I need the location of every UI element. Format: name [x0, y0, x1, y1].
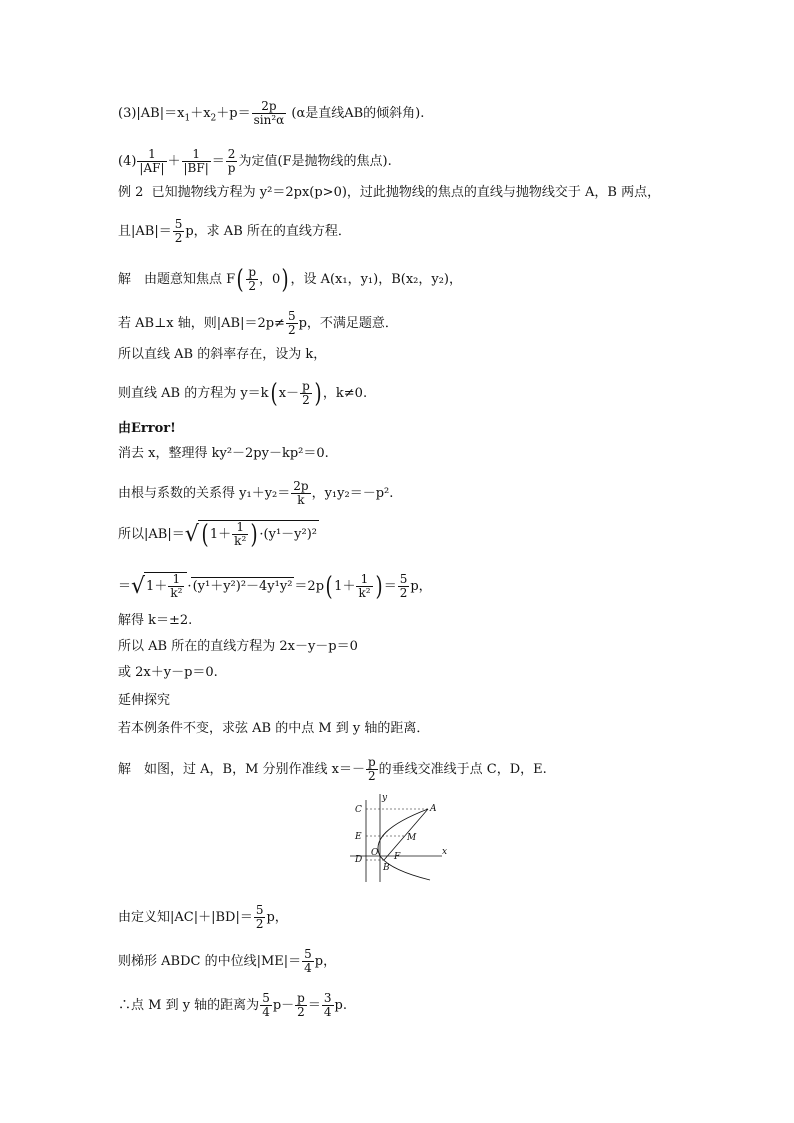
- formula-item-3: $(3)|AB|=x_1+x_2+p=$ $\frac{2p}{\text{sin²α}}$ (α是直线AB的倾斜角).: [118, 99, 425, 127]
- figure-label: C: [355, 805, 362, 815]
- solution-line-6: 消去 x，整理得 ky²－2py－kp²＝0.: [118, 446, 329, 461]
- solution-line-12: 或 2x＋y－p＝0.: [118, 665, 218, 680]
- fraction: $\frac{2p}{\text{sin²α}}$: [253, 99, 285, 127]
- extension-question: 若本例条件不变，求弦 AB 的中点 M 到 y 轴的距离．: [118, 721, 430, 736]
- example-2-line-2: 且|AB|＝ $\frac{5}{2}$ p，求 AB 所在的直线方程．: [118, 217, 351, 245]
- solution-line-7: 由根与系数的关系得 y₁＋y₂＝ $\frac{2p}{k}$ ，y₁y₂＝－p².: [118, 479, 394, 507]
- extension-title: 延伸探究: [118, 693, 171, 708]
- solution-line-5: 由Error!: [118, 421, 176, 436]
- figure-label: B: [383, 863, 390, 873]
- parabola-figure: [348, 792, 448, 884]
- figure-label: A: [430, 804, 437, 814]
- figure-label: M: [407, 833, 417, 843]
- extension-solution-1: 解 如图，过 A，B，M 分别作准线 x＝－ $\frac{p}{2}$ 的垂线交准线于点 C，D，E.: [118, 755, 547, 783]
- extension-solution-3: 则梯形 ABDC 的中位线|ME|＝ $\frac{5}{4}$ p，: [118, 947, 337, 975]
- figure-label: F: [394, 852, 401, 862]
- solution-line-3: 所以直线 AB 的斜率存在，设为 k，: [118, 347, 327, 362]
- solution-line-10: 解得 k＝±2.: [118, 613, 193, 628]
- extension-solution-4: ∴点 M 到 y 轴的距离为 $\frac{5}{4}$ p－ $\frac{p}{2}$ ＝ $\frac{3}{4}$ p.: [118, 991, 347, 1019]
- solution-line-8: 所以|AB|＝√( 1＋ $\frac{1}{\text{k²}}$ ) ·(y¹－y²)²: [118, 519, 318, 550]
- solution-line-4: 则直线 AB 的方程为 y＝k( x－ $\frac{p}{2}$ ) ，k≠0.: [118, 378, 368, 409]
- solution-line-2: 若 AB⊥x 轴，则|AB|＝2p≠ $\frac{5}{2}$ p，不满足题意．: [118, 309, 398, 337]
- solution-line-9: ＝√1＋ $\frac{1}{\text{k²}}$ ·(y¹＋y²)²－4y¹y² ＝2p( 1＋ $\frac{1}{\text{k²}}$ ) ＝ $\frac{5}{2}$ p，: [118, 571, 432, 602]
- figure-label: x: [442, 847, 448, 857]
- extension-solution-2: 由定义知|AC|＋|BD|＝ $\frac{5}{2}$ p，: [118, 903, 288, 931]
- formula-item-4: (4) $\frac{1}{|AF|}$ ＋ $\frac{1}{|BF|}$ ＝ $\frac{2}{p}$ 为定值(F是抛物线的焦点).: [118, 147, 392, 175]
- solution-line-1: 解 由题意知焦点 F( $\frac{p}{2}$ ，0) ，设 A(x₁，y₁)，B(x₂，y₂)，: [118, 264, 462, 295]
- figure-label: D: [355, 855, 363, 865]
- example-2-line-1: 例 2 已知抛物线方程为 y²＝2px(p>0)，过此抛物线的焦点的直线与抛物线交于 A，B 两点，: [118, 185, 661, 200]
- figure-label: E: [355, 832, 362, 842]
- figure-label: O: [371, 848, 379, 858]
- figure-label: y: [382, 793, 388, 803]
- solution-line-11: 所以 AB 所在的直线方程为 2x－y－p＝0: [118, 639, 358, 654]
